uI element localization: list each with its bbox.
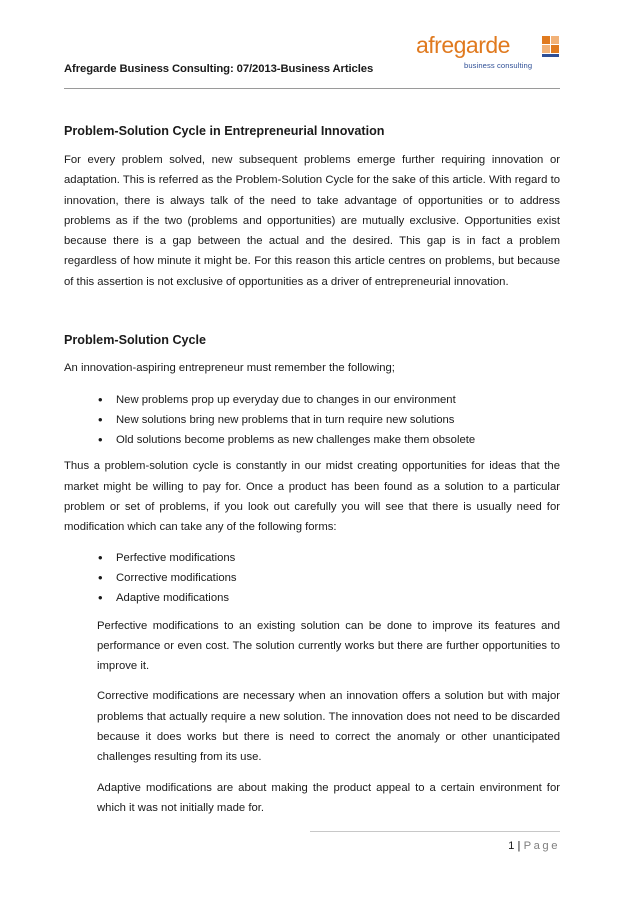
article-body — [64, 124, 560, 818]
list-item: • Old solutions become problems as new challenges make them obsolete — [64, 430, 560, 450]
page-label: Page — [523, 840, 560, 852]
logo-square — [551, 36, 559, 44]
logo-squares-icon — [542, 36, 560, 72]
logo-subtitle: business consulting — [464, 61, 533, 70]
lead-paragraph: An innovation-aspiring entrepreneur must remember the following; — [64, 362, 395, 375]
logo-square — [551, 45, 559, 53]
intro-paragraph: For every problem solved, new subsequent problems emerge further requiring innovation or adaptation. This is referred as the Problem-Solution Cycle for the sake of this article. With regard to innovation, there is always talk of the need to take advantage of opportunities or to address problems as if the two (problems and opportunities) are mutually exclusive. Opportunities exist because there is a gap between the actual and the desired. This gap is in fact a problem regardless of how minute it might be. For this reason this article centres on problems, but because of this assertion is not exclusive of opportunities as a driver of entrepreneurial innovation. — [64, 154, 560, 288]
logo-square — [542, 45, 550, 53]
article-title: Problem-Solution Cycle in Entrepreneurial Innovation — [64, 124, 385, 138]
logo-square — [542, 36, 550, 44]
list-item: • Corrective modifications — [64, 568, 560, 588]
cycle-paragraph: Thus a problem-solution cycle is constantly in our midst creating opportunities for ideas that the market might be willing to pay for. Once a product has been found as a solution to a particular problem or set of problems, if you look out carefully you will see that there is usually need for modification which can take any of the following forms: — [64, 460, 560, 534]
page-header — [64, 34, 560, 89]
list-item: • New problems prop up everyday due to changes in our environment — [64, 390, 560, 410]
header-text: Afregarde Business Consulting: 07/2013-Business Articles — [64, 63, 374, 75]
perfective-paragraph: Perfective modifications to an existing solution can be done to improve its features and performance or even cost. The solution currently works but there are further opportunities to improve it. — [97, 619, 560, 673]
footer-separator: | — [517, 840, 521, 852]
logo-word: afregarde — [416, 32, 510, 58]
page-footer — [508, 840, 560, 852]
footer-divider — [310, 831, 560, 832]
afregarde-logo — [416, 34, 542, 74]
adaptive-paragraph: Adaptive modifications are about making the product appeal to a certain environment for which it was not initially made for. — [97, 781, 560, 814]
page-number: 1 — [508, 840, 515, 852]
list-item: • Perfective modifications — [64, 548, 560, 568]
bullet-list — [64, 390, 560, 450]
modification-list — [64, 548, 560, 608]
section-title: Problem-Solution Cycle — [64, 333, 207, 348]
list-item: • New solutions bring new problems that in turn require new solutions — [64, 410, 560, 430]
list-item: • Adaptive modifications — [64, 588, 560, 608]
logo-square — [542, 54, 559, 57]
corrective-paragraph: Corrective modifications are necessary when an innovation offers a solution but with major problems that actually require a new solution. The innovation does not need to be discarded because it does works but there is need to correct the anomaly or other unanticipated challenges resulting from its use. — [97, 690, 560, 764]
